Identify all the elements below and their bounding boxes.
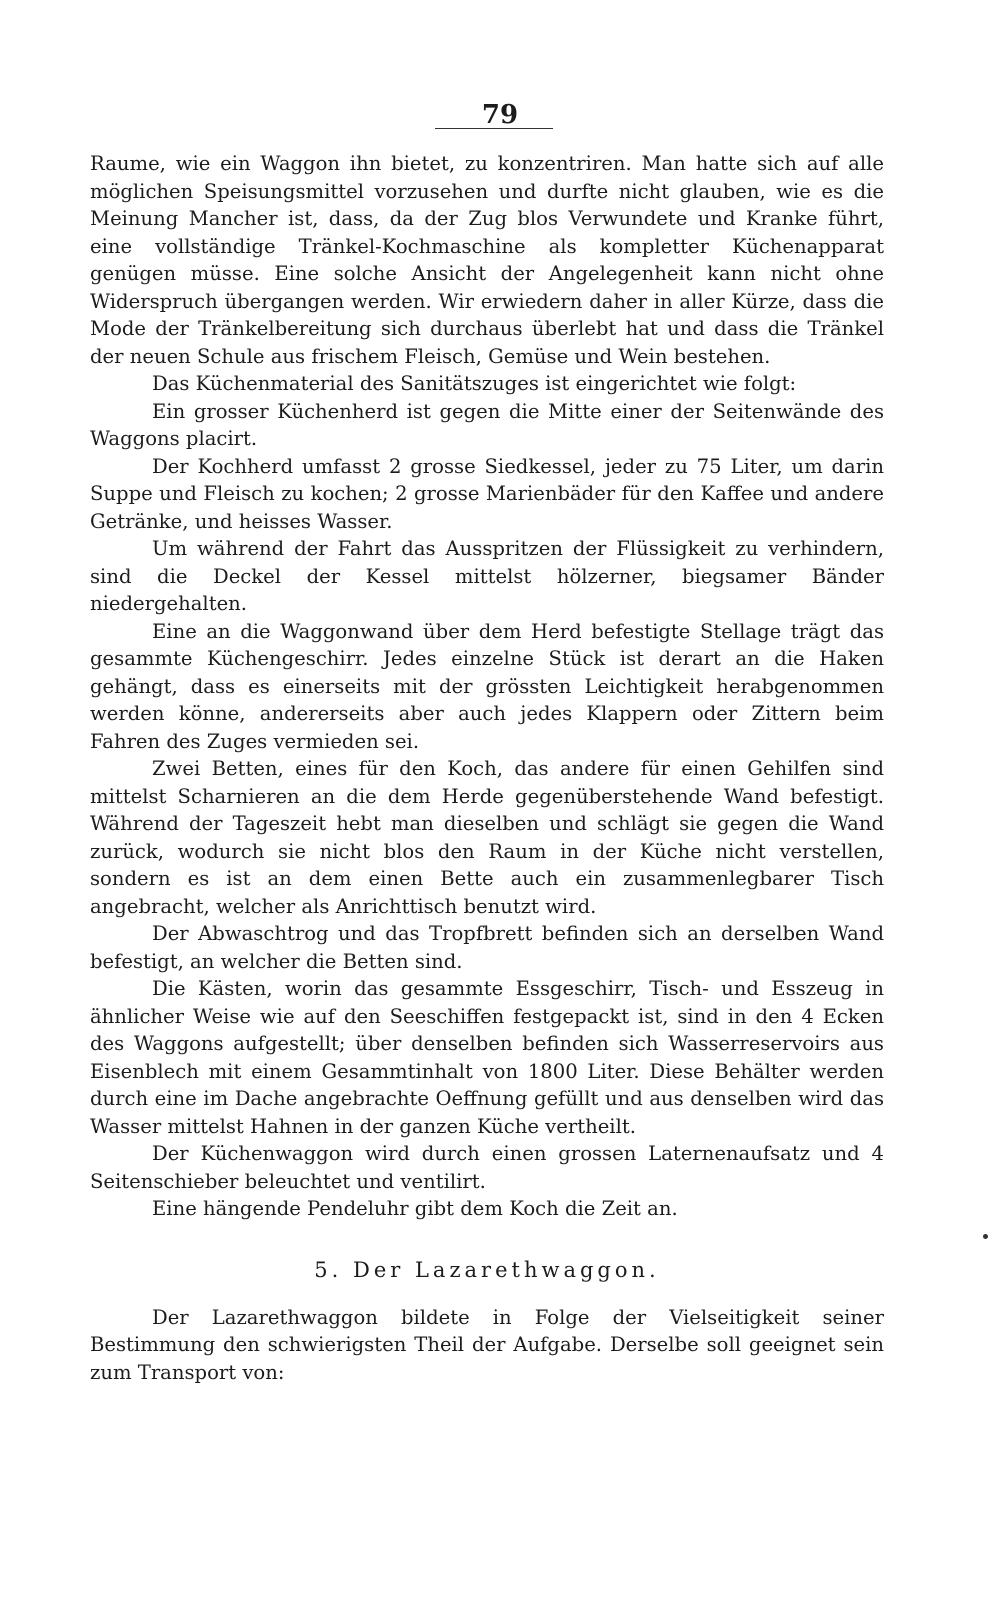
paragraph: Raume, wie ein Waggon ihn bietet, zu konzentriren. Man hatte sich auf alle möglichen Speisungsmittel vorzusehen und durfte nicht glauben, wie es die Meinung Mancher ist, dass, da der Zug blos Verwundete und Kranke führt, eine vollständige Tränkel-Kochmaschine als kompletter Küchenapparat genügen müsse. Eine solche Ansicht der Angelegenheit kann nicht ohne Widerspruch übergangen werden. Wir erwiedern daher in aller Kürze, dass die Mode der Tränkelbereitung sich durchaus überlebt hat und dass die Tränkel der neuen Schule aus frischem Fleisch, Gemüse und Wein bestehen.	[90, 152, 884, 368]
paragraph: Die Kästen, worin das gesammte Essgeschirr, Tisch- und Esszeug in ähnlicher Weise wie auf den Seeschiffen festgepackt ist, sind in den 4 Ecken des Waggons aufgestellt; über denselben befinden sich Wasserreservoirs aus Eisenblech mit einem Gesammtinhalt von 1800 Liter. Diese Behälter werden durch eine im Dache angebrachte Oeffnung gefüllt und aus denselben wird das Wasser mittelst Hahnen in der ganzen Küche vertheilt.	[90, 977, 884, 1138]
section-heading: 5. Der Lazarethwaggon.	[314, 1257, 660, 1282]
paragraph: Der Lazarethwaggon bildete in Folge der Vielseitigkeit seiner Bestimmung den schwierigsten Theil der Aufgabe. Derselbe soll geeignet sein zum Transport von:	[90, 1305, 884, 1384]
paragraph: Der Kochherd umfasst 2 grosse Siedkessel, jeder zu 75 Liter, um darin Suppe und Fleisch zu kochen; 2 grosse Marienbäder für den Kaffee und andere Getränke, und heisses Wasser.	[90, 454, 884, 533]
paragraph: Der Abwaschtrog und das Tropfbrett befinden sich an derselben Wand befestigt, an welcher die Betten sind.	[90, 922, 884, 973]
paragraph: Um während der Fahrt das Ausspritzen der Flüssigkeit zu verhindern, sind die Deckel der Kessel mittelst hölzerner, biegsamer Bänder niedergehalten.	[90, 537, 884, 615]
paragraph: Der Küchenwaggon wird durch einen grossen Laternenaufsatz und 4 Seitenschieber beleuchtet und ventilirt.	[90, 1142, 884, 1193]
page-number-rule	[435, 128, 553, 129]
paragraph: Ein grosser Küchenherd ist gegen die Mitte einer der Seitenwände des Waggons placirt.	[90, 399, 884, 450]
paragraph: Das Küchenmaterial des Sanitätszuges ist eingerichtet wie folgt:	[152, 372, 797, 395]
body-text	[90, 150, 884, 1386]
paragraph: Zwei Betten, eines für den Koch, das andere für einen Gehilfen sind mittelst Scharnieren an die dem Herde gegenüberstehende Wand befestigt. Während der Tageszeit hebt man dieselben und schlägt sie gegen die Wand zurück, wodurch sie nicht blos den Raum in der Küche nicht verstellen, sondern es ist an dem einen Bette auch ein zusammenlegbarer Tisch angebracht, welcher als Anrichttisch benutzt wird.	[90, 757, 884, 918]
margin-dot	[983, 1234, 988, 1239]
paragraph: Eine hängende Pendeluhr gibt dem Koch die Zeit an.	[152, 1197, 678, 1220]
page-number: 79	[481, 100, 519, 130]
paragraph: Eine an die Waggonwand über dem Herd befestigte Stellage trägt das gesammte Küchengeschirr. Jedes einzelne Stück ist derart an die Haken gehängt, dass es einerseits mit der grössten Leichtigkeit herabgenommen werden könne, andererseits aber auch jedes Klappern oder Zittern beim Fahren des Zuges vermieden sei.	[90, 619, 884, 753]
